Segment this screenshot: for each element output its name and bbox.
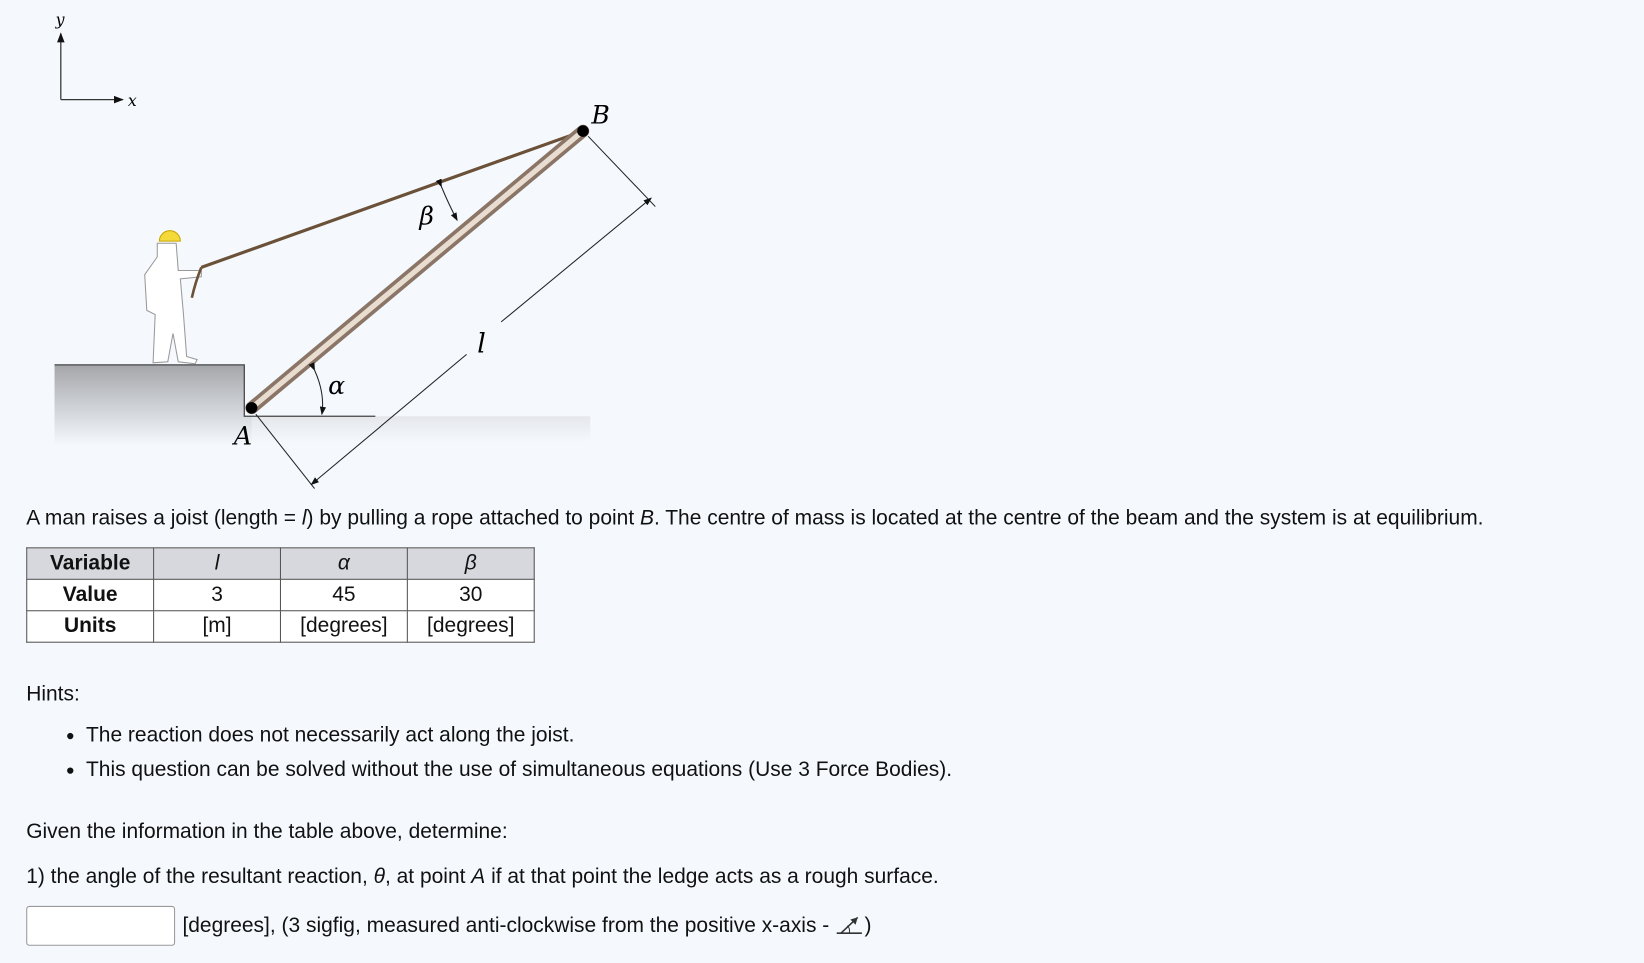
hints-title: Hints:: [26, 682, 80, 706]
table-cell: [m]: [154, 611, 281, 642]
ground: [244, 416, 590, 442]
axis-x-label: x: [127, 90, 137, 110]
row-header: Variable: [27, 548, 154, 579]
rope: [201, 131, 583, 267]
row-header: Value: [27, 579, 154, 610]
problem-statement: [26, 506, 1483, 530]
table-row: [27, 579, 534, 610]
answer-hint: [degrees], (3 sigfig, measured anti-clockwise from the positive x-axis - ): [182, 914, 872, 938]
table-cell: 30: [407, 579, 534, 610]
problem-text: ) by pulling a rope attached to point: [306, 506, 640, 530]
table-cell: β: [407, 548, 534, 579]
pin-b: [577, 125, 589, 137]
variables-table: [26, 547, 535, 642]
answer-input[interactable]: [26, 906, 175, 946]
table-row: [27, 611, 534, 642]
point-a: A: [471, 865, 486, 889]
table-cell: 45: [280, 579, 407, 610]
table-cell: [degrees]: [407, 611, 534, 642]
problem-text: A man raises a joist (length =: [26, 506, 302, 530]
label-alpha: α: [328, 371, 346, 401]
table-cell: 3: [154, 579, 281, 610]
hint-item: • The reaction does not necessarily act along the joist.: [86, 723, 952, 747]
point-b: B: [639, 506, 654, 530]
problem-text: . The centre of mass is located at the centre of the beam and the system is at equilibrium.: [653, 506, 1484, 530]
ledge: [55, 365, 252, 446]
label-b: B: [591, 100, 610, 130]
var-l: l: [301, 506, 307, 530]
question-1: 1) the angle of the resultant reaction, θ, at point A if at that point the ledge acts as a rough surface.: [26, 865, 939, 889]
table-cell: α: [280, 548, 407, 579]
question-intro: Given the information in the table above, determine:: [26, 819, 508, 843]
table-cell: [degrees]: [280, 611, 407, 642]
axis-y-label: y: [55, 10, 65, 30]
anticlockwise-angle-icon: [835, 914, 864, 935]
table-row: [27, 548, 534, 579]
joist-diagram: [0, 0, 734, 503]
hint-item: • This question can be solved without the use of simultaneous equations (Use 3 Force Bodies).: [86, 758, 952, 782]
pin-a: [246, 402, 258, 414]
label-beta: β: [419, 201, 434, 231]
label-a: A: [233, 421, 252, 451]
row-header: Units: [27, 611, 154, 642]
axes-icon: [61, 34, 123, 100]
beta-arc: [441, 187, 457, 221]
hints-list: [26, 723, 952, 792]
alpha-arc: [315, 370, 323, 414]
table-cell: l: [154, 548, 281, 579]
theta: θ: [373, 865, 385, 889]
label-length: l: [477, 328, 486, 360]
